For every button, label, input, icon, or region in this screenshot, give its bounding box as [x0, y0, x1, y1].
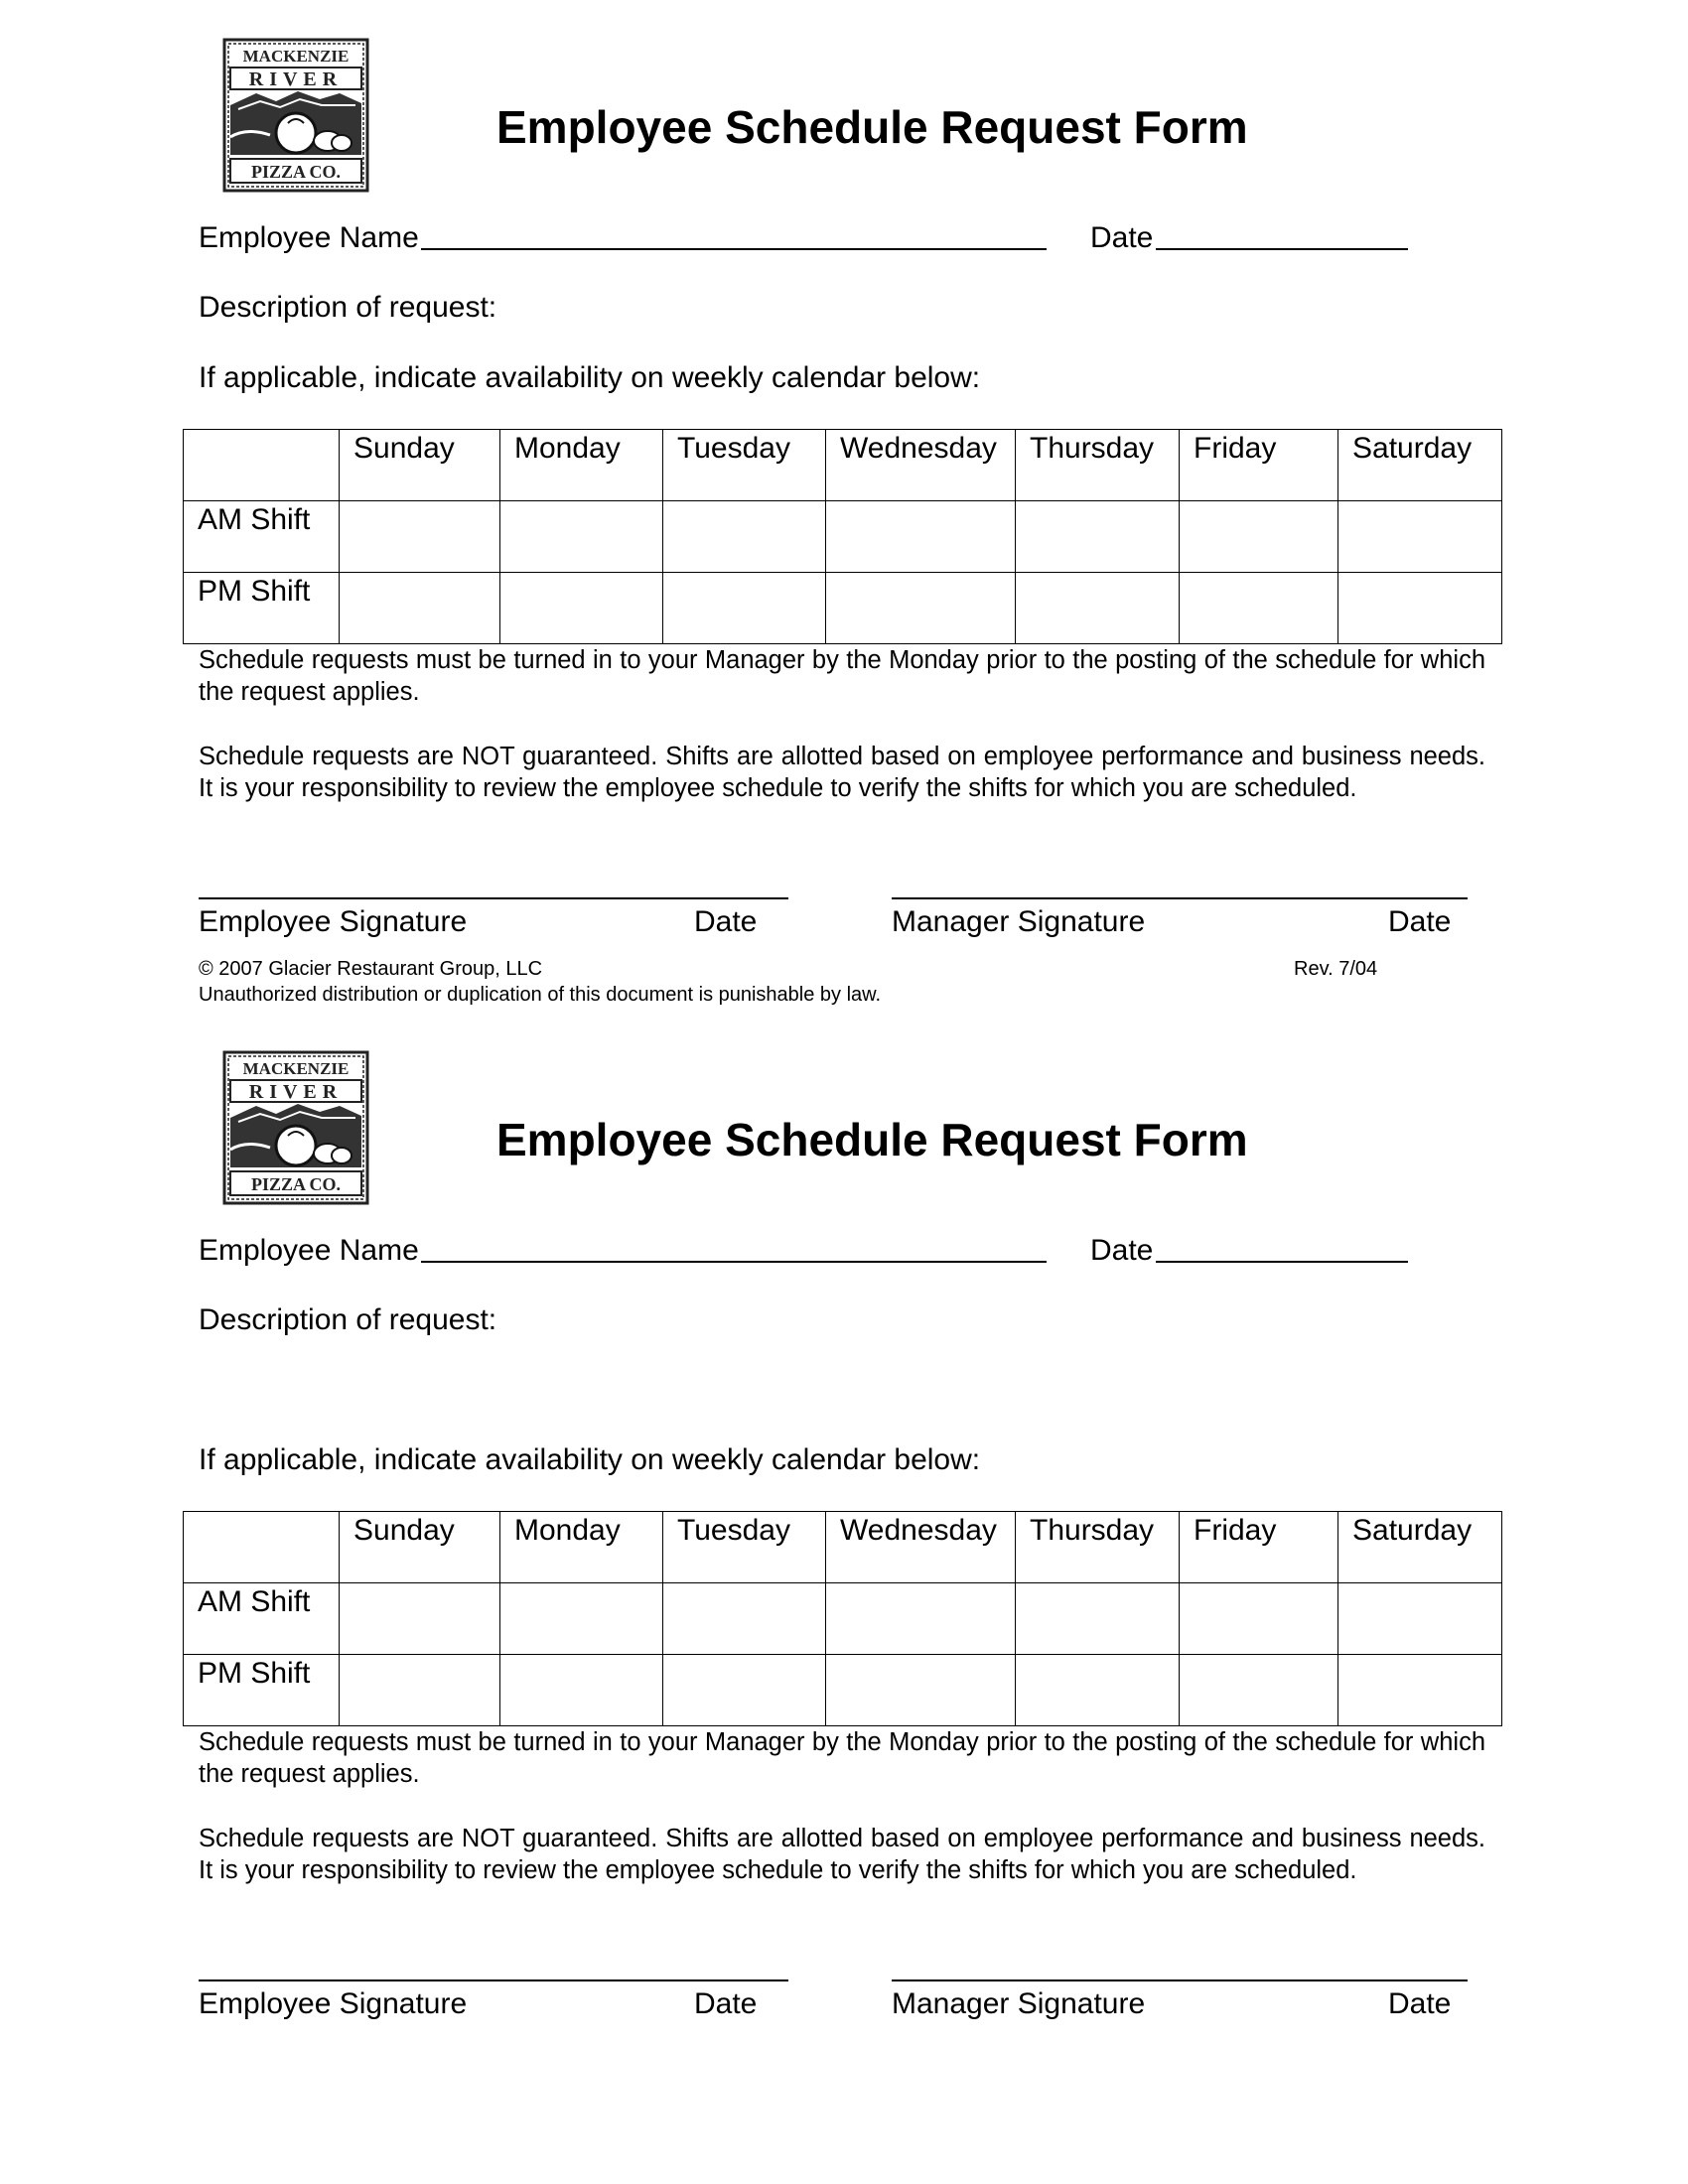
table-header-row: [184, 430, 1502, 501]
availability-cell[interactable]: [826, 501, 1016, 573]
employee-name-label: Employee Name: [199, 221, 419, 254]
revision-text: Rev. 7/04: [1294, 958, 1378, 980]
weekly-availability-table: [183, 1511, 1502, 1726]
not-guaranteed-note: Schedule requests are NOT guaranteed. Shifts are allotted based on employee performance and business needs. It is your responsibility to review the employee schedule to verify the shifts for which you are scheduled.: [199, 1825, 1485, 1884]
schedule-request-form-2: [0, 1059, 1688, 2164]
form-title: Employee Schedule Request Form: [496, 1114, 1248, 1165]
logo-text-line-2: RIVER: [248, 68, 344, 90]
availability-cell[interactable]: [1016, 1583, 1180, 1655]
employee-date-label: Date: [694, 1987, 758, 2020]
employee-signature-line[interactable]: [199, 897, 788, 899]
day-header: Sunday: [340, 1512, 500, 1583]
shift-label: AM Shift: [184, 1583, 340, 1655]
form-title: Employee Schedule Request Form: [496, 101, 1248, 153]
day-header: Saturday: [1338, 430, 1502, 501]
day-header: Wednesday: [826, 430, 1016, 501]
day-header: Thursday: [1016, 1512, 1180, 1583]
day-header: Friday: [1180, 430, 1338, 501]
shift-label: PM Shift: [184, 1655, 340, 1726]
availability-cell[interactable]: [500, 1583, 663, 1655]
schedule-request-form-1: [0, 0, 1688, 1082]
availability-cell[interactable]: [340, 573, 500, 644]
employee-name-field[interactable]: [421, 222, 1047, 250]
manager-signature-label: Manager Signature: [892, 1987, 1146, 2020]
table-row-pm-shift: [184, 573, 1502, 644]
employee-signature-label: Employee Signature: [199, 1987, 468, 2020]
calendar-instruction: If applicable, indicate availability on weekly calendar below:: [199, 361, 981, 394]
logo-text-line-3: PIZZA CO.: [250, 162, 342, 182]
mackenzie-river-pizza-logo: [216, 1048, 375, 1207]
day-header: Wednesday: [826, 1512, 1016, 1583]
availability-cell[interactable]: [500, 501, 663, 573]
day-header: Monday: [500, 1512, 663, 1583]
date-label: Date: [1090, 221, 1154, 254]
day-header: Friday: [1180, 1512, 1338, 1583]
table-corner-cell: [184, 430, 340, 501]
day-header: Tuesday: [663, 430, 826, 501]
availability-cell[interactable]: [1338, 1583, 1502, 1655]
availability-cell[interactable]: [1338, 1655, 1502, 1726]
logo-text-line-2: RIVER: [248, 1081, 344, 1103]
submission-deadline-note: Schedule requests must be turned in to your Manager by the Monday prior to the posting of the schedule for which the request applies.: [199, 1728, 1485, 1788]
employee-date-label: Date: [694, 905, 758, 938]
day-header: Saturday: [1338, 1512, 1502, 1583]
date-field[interactable]: [1156, 1235, 1408, 1263]
availability-cell[interactable]: [663, 501, 826, 573]
availability-cell[interactable]: [826, 573, 1016, 644]
availability-cell[interactable]: [663, 1583, 826, 1655]
date-label: Date: [1090, 1234, 1154, 1267]
mackenzie-river-pizza-logo: [216, 36, 375, 195]
employee-signature-line[interactable]: [199, 1979, 788, 1981]
availability-cell[interactable]: [1180, 1655, 1338, 1726]
description-label: Description of request:: [199, 1303, 497, 1336]
logo-text-line-3: PIZZA CO.: [250, 1174, 342, 1194]
availability-cell[interactable]: [1180, 1583, 1338, 1655]
employee-name-field[interactable]: [421, 1235, 1047, 1263]
availability-cell[interactable]: [340, 1655, 500, 1726]
day-header: Thursday: [1016, 430, 1180, 501]
shift-label: PM Shift: [184, 573, 340, 644]
availability-cell[interactable]: [826, 1655, 1016, 1726]
availability-cell[interactable]: [1180, 573, 1338, 644]
day-header: Monday: [500, 430, 663, 501]
table-row-am-shift: [184, 501, 1502, 573]
availability-cell[interactable]: [1338, 573, 1502, 644]
availability-cell[interactable]: [500, 1655, 663, 1726]
availability-cell[interactable]: [1338, 501, 1502, 573]
availability-cell[interactable]: [663, 1655, 826, 1726]
weekly-availability-table: [183, 429, 1502, 644]
not-guaranteed-note: Schedule requests are NOT guaranteed. Shifts are allotted based on employee performance and business needs. It is your responsibility to review the employee schedule to verify the shifts for which you are scheduled.: [199, 743, 1485, 802]
manager-date-label: Date: [1388, 1987, 1452, 2020]
availability-cell[interactable]: [340, 1583, 500, 1655]
table-header-row: [184, 1512, 1502, 1583]
day-header: Sunday: [340, 430, 500, 501]
calendar-instruction: If applicable, indicate availability on weekly calendar below:: [199, 1443, 981, 1476]
availability-cell[interactable]: [1016, 573, 1180, 644]
availability-cell[interactable]: [1016, 501, 1180, 573]
availability-cell[interactable]: [1180, 501, 1338, 573]
availability-cell[interactable]: [663, 573, 826, 644]
employee-signature-label: Employee Signature: [199, 905, 468, 938]
manager-date-label: Date: [1388, 905, 1452, 938]
description-label: Description of request:: [199, 291, 497, 324]
manager-signature-label: Manager Signature: [892, 905, 1146, 938]
availability-cell[interactable]: [1016, 1655, 1180, 1726]
manager-signature-line[interactable]: [892, 897, 1468, 899]
employee-name-label: Employee Name: [199, 1234, 419, 1267]
manager-signature-line[interactable]: [892, 1979, 1468, 1981]
availability-cell[interactable]: [826, 1583, 1016, 1655]
logo-text-line-1: MACKENZIE: [242, 1059, 350, 1078]
availability-cell[interactable]: [500, 573, 663, 644]
logo-text-line-1: MACKENZIE: [242, 47, 350, 66]
legal-notice: Unauthorized distribution or duplication of this document is punishable by law.: [199, 984, 882, 1006]
submission-deadline-note: Schedule requests must be turned in to your Manager by the Monday prior to the posting of the schedule for which the request applies.: [199, 646, 1485, 706]
date-field[interactable]: [1156, 222, 1408, 250]
table-row-am-shift: [184, 1583, 1502, 1655]
table-corner-cell: [184, 1512, 340, 1583]
day-header: Tuesday: [663, 1512, 826, 1583]
shift-label: AM Shift: [184, 501, 340, 573]
availability-cell[interactable]: [340, 501, 500, 573]
table-row-pm-shift: [184, 1655, 1502, 1726]
copyright-text: © 2007 Glacier Restaurant Group, LLC: [199, 958, 543, 980]
